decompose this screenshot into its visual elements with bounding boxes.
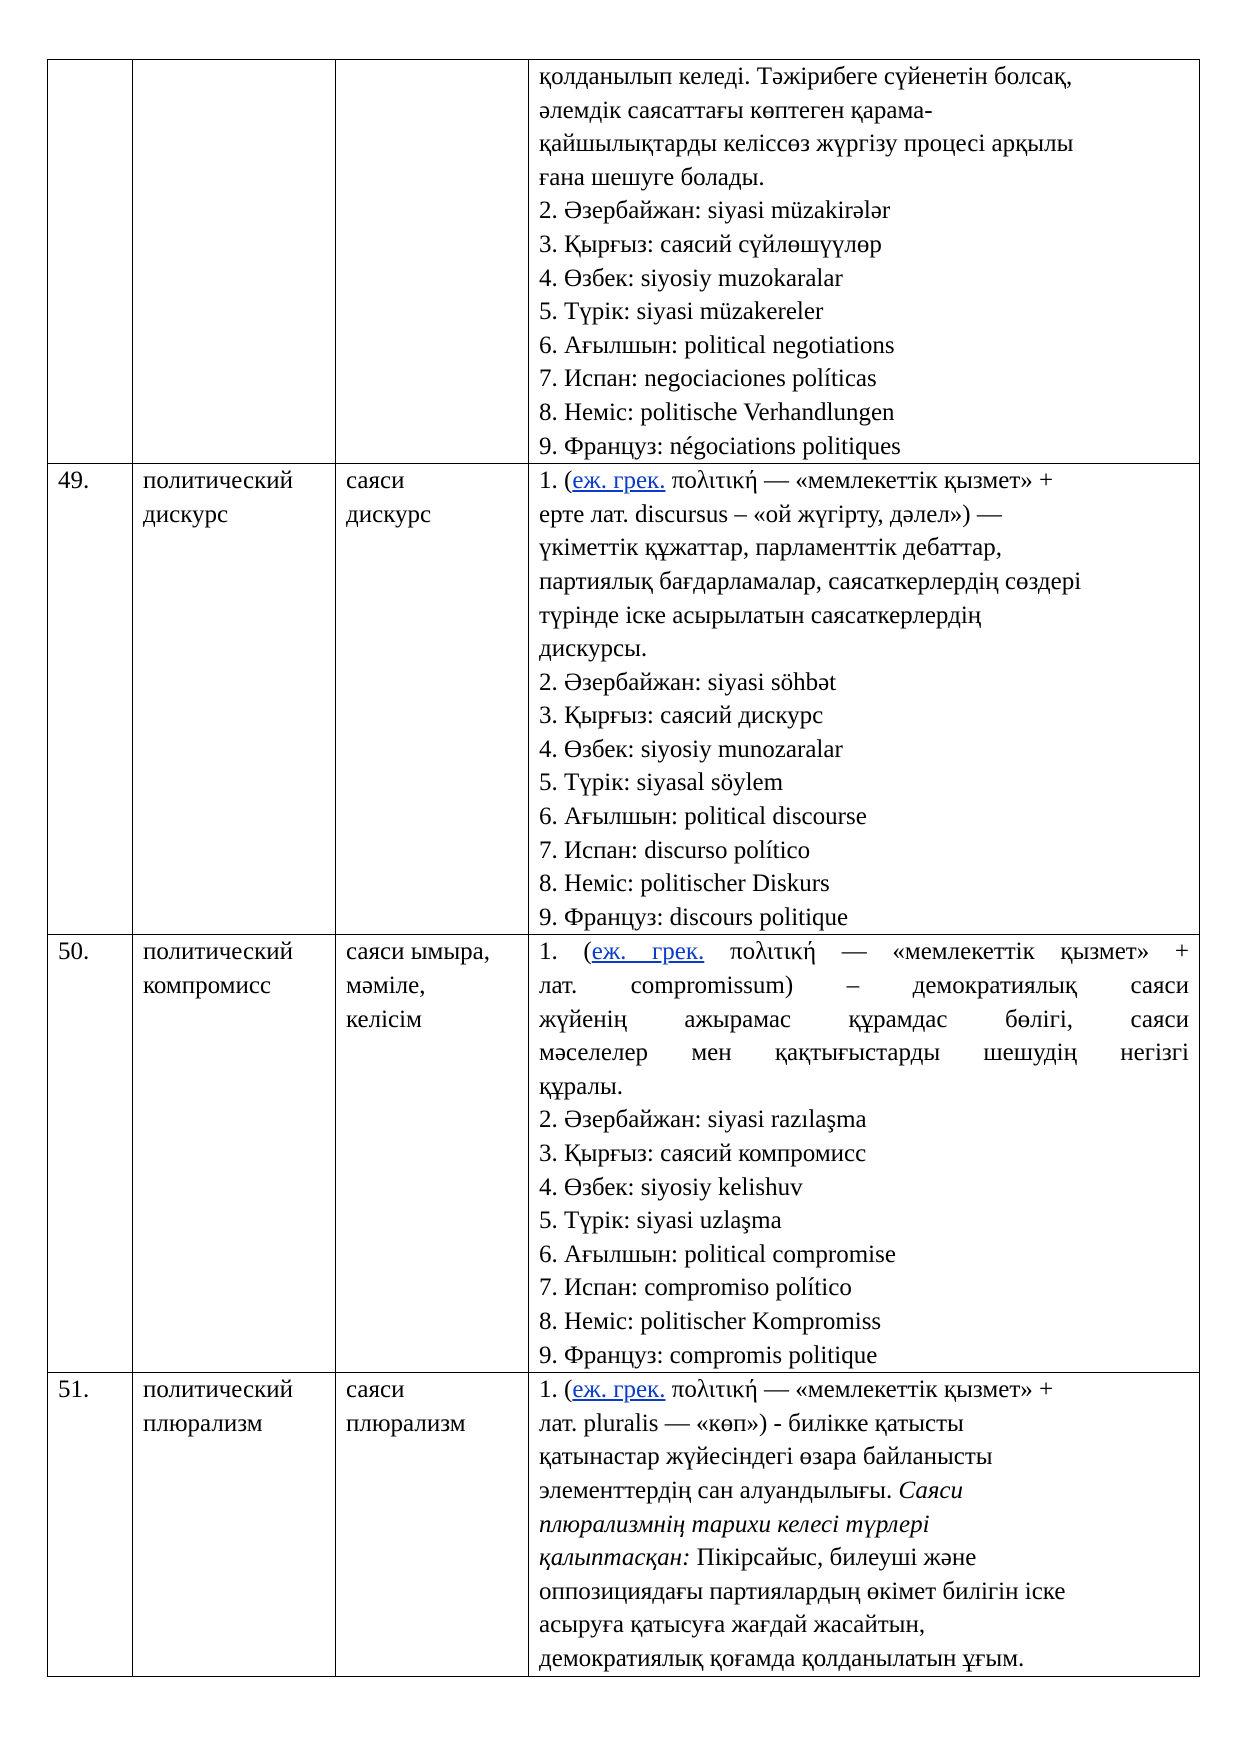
terms-table [47,59,1200,1677]
translation-line: 5. Түрік: siyasi müzakereler [539,298,824,326]
translation-line: 3. Қырғыз: саясий сүйлөшүүлөр [539,230,882,258]
definition-text: Пікірсайыс, билеуші және [690,1544,977,1572]
kazakh-term-line: саяси [346,467,405,495]
definition-first-rest: πολιτική — «мемлекеттік қызмет» + [704,938,1189,966]
table-row [48,1373,1200,1676]
definition-line: әлемдік саясаттағы көптеген қарама- [539,96,933,124]
translation-line: 3. Қырғыз: саясий компромисс [539,1140,867,1167]
kazakh-term-line: саяси [346,1376,405,1404]
translation-line: 4. Өзбек: siyosiy munozaralar [539,735,843,763]
russian-term [133,935,336,1373]
definition-first-line [539,464,1189,498]
italic-phrase: қалыптасқан: [539,1544,691,1572]
definition-line: партиялық бағдарламалар, саясаткерлердің сөздері [539,567,1082,595]
definition-line: мәселелер мен қақтығыстарды шешудің негізгі [539,1039,1189,1067]
italic-phrase: плюрализмнің тарихи келесі түрлері [539,1510,930,1538]
table-row [48,60,1200,464]
definition-line: ғана шешуге болады. [539,163,765,191]
russian-term-line: политический [143,1376,293,1404]
etymology-link[interactable]: еж. грек. [572,1376,666,1404]
definition-line: қолданылып келеді. Тәжірибеге сүйенетін болсақ, [539,63,1073,90]
translation-line: 7. Испан: negociaciones políticas [539,365,877,393]
definition-cell [529,464,1200,935]
kazakh-term [336,1373,529,1676]
definition-line: қайшылықтарды келіссөз жүргізу процесі арқылы [539,130,1074,158]
definition-line [539,1474,1189,1508]
kazakh-term [336,464,529,935]
russian-term [133,464,336,935]
kazakh-term [336,935,529,1373]
translation-line: 6. Ағылшын: political compromise [539,1240,896,1268]
definition-line: лат. pluralis — «көп») - билікке қатысты [539,1409,964,1437]
definition-line: лат. compromissum) – демократиялық саяси [539,972,1189,1000]
russian-term [133,60,336,464]
kazakh-term-line: саяси ымыра, [346,938,490,966]
definition-line: құралы. [539,1072,623,1100]
definition-cell [529,935,1200,1373]
kazakh-term-line: мәміле, [346,972,426,1000]
translation-line: 8. Неміс: politischer Diskurs [539,870,830,898]
definition-text: элементтердің сан алуандылығы. [539,1476,893,1504]
translation-line: 2. Әзербайжан: siyasi söhbət [539,668,837,696]
translation-line: 3. Қырғыз: саясий дискурс [539,702,824,730]
definition-first-line [539,1373,1189,1407]
russian-term-line: плюрализм [143,1409,263,1437]
definition-prefix: 1. ( [539,938,592,966]
row-number [48,60,133,464]
translation-line: 9. Француз: négociations politiques [539,432,901,460]
russian-term-line: дискурс [143,500,229,528]
translation-line: 5. Түрік: siyasal söylem [539,769,784,797]
etymology-link[interactable]: еж. грек. [572,467,666,495]
translation-line: 2. Әзербайжан: siyasi razılaşma [539,1106,867,1134]
translation-line: 8. Неміс: politische Verhandlungen [539,398,895,426]
italic-phrase: Саяси [898,1476,964,1504]
definition-line: қатынастар жүйесіндегі өзара байланысты [539,1443,993,1471]
definition-line: ерте лат. discursus – «ой жүгірту, дәлел») — [539,500,1002,528]
translation-line: 4. Өзбек: siyosiy kelishuv [539,1173,803,1201]
definition-line: демократиялық қоғамда қолданылатын ұғым. [539,1644,1025,1672]
translation-line: 7. Испан: compromiso político [539,1274,852,1302]
russian-term [133,1373,336,1676]
russian-term-line: компромисс [143,972,272,1000]
definition-line [539,1541,1189,1575]
definition-line: дискурсы. [539,635,648,663]
russian-term-line: политический [143,938,293,966]
russian-term-line: политический [143,467,293,495]
translation-line: 9. Француз: discours politique [539,903,849,931]
definition-line: түрінде іске асырылатын саясаткерлердің [539,601,982,629]
definition-first-line [539,935,1189,969]
definition-cell [529,1373,1200,1676]
table-row [48,464,1200,935]
translation-line: 2. Әзербайжан: siyasi müzakirələr [539,197,891,225]
kazakh-term-line: келісім [346,1005,422,1033]
definition-prefix: 1. ( [539,467,573,495]
kazakh-term-line: дискурс [346,500,432,528]
translation-line: 6. Ағылшын: political negotiations [539,331,895,359]
definition-line: жүйенің ажырамас құрамдас бөлігі, саяси [539,1005,1189,1033]
translation-line: 6. Ағылшын: political discourse [539,803,867,831]
translation-line: 9. Француз: compromis politique [539,1341,878,1369]
translation-line: 8. Неміс: politischer Kompromiss [539,1307,882,1335]
definition-prefix: 1. ( [539,1376,573,1404]
translation-line: 4. Өзбек: siyosiy muzokaralar [539,264,843,292]
translation-line: 7. Испан: discurso político [539,836,811,864]
definition-line: үкіметтік құжаттар, парламенттік дебаттар, [539,534,1003,562]
definition-cell [529,60,1200,464]
row-number: 50. [48,935,133,1373]
table-row [48,935,1200,1373]
kazakh-term [336,60,529,464]
definition-line [539,1508,1189,1542]
definition-first-rest: πολιτική — «мемлекеттік қызмет» + [665,467,1054,495]
definition-first-rest: πολιτική — «мемлекеттік қызмет» + [665,1376,1054,1404]
definition-line: оппозициядағы партиялардың өкімет билігін іске [539,1577,1066,1605]
definition-line: асыруға қатысуға жағдай жасайтын, [539,1611,926,1639]
row-number: 49. [48,464,133,935]
translation-line: 5. Түрік: siyasi uzlaşma [539,1207,782,1235]
etymology-link[interactable]: еж. грек. [591,938,705,966]
row-number: 51. [48,1373,133,1676]
kazakh-term-line: плюрализм [346,1409,466,1437]
